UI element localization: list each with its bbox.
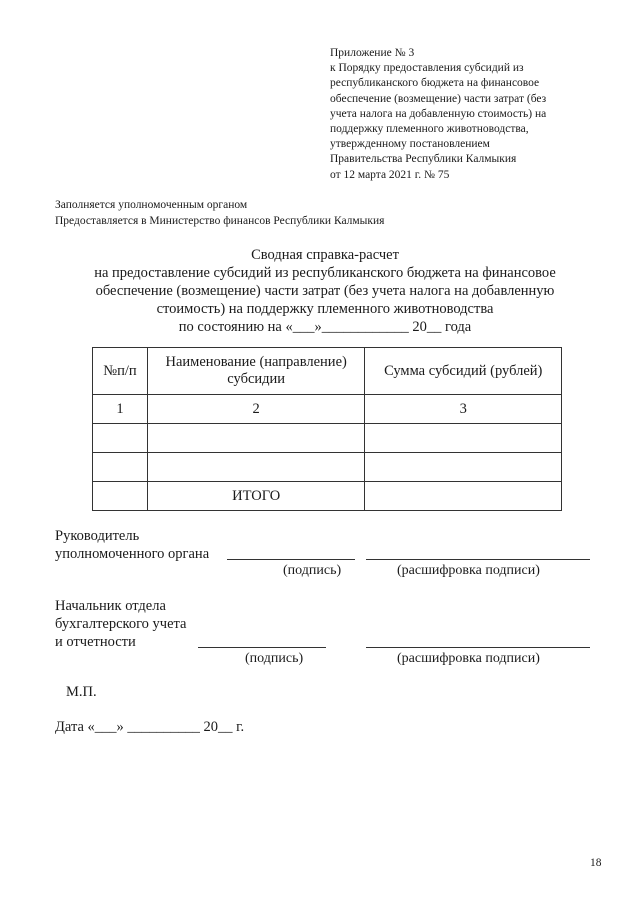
- header-number: №п/п: [93, 348, 148, 395]
- total-label: ИТОГО: [147, 482, 365, 511]
- head-label: [55, 527, 209, 563]
- column-number-row: [93, 395, 562, 424]
- table-row: [93, 424, 562, 453]
- signature-caption: (подпись): [283, 563, 342, 578]
- signature-line: [198, 647, 326, 648]
- title-line: на предоставление субсидий из республиканского бюджета на финансовое: [94, 265, 556, 281]
- header-amount: Сумма субсидий (рублей): [365, 348, 562, 395]
- appendix-line: республиканского бюджета на финансовое: [330, 77, 540, 90]
- appendix-line: поддержку племенного животноводства,: [330, 123, 529, 136]
- appendix-line: от 12 марта 2021 г. № 75: [330, 168, 450, 181]
- signature-line: [227, 559, 355, 560]
- notes-block: [55, 198, 384, 229]
- column-number: 1: [93, 395, 148, 424]
- appendix-line: Приложение № 3: [330, 47, 415, 59]
- title-line: по состоянию на «___»____________ 20__ года: [178, 319, 472, 335]
- date-line: Дата «___» __________ 20__ г.: [55, 719, 245, 735]
- table-cell: [365, 424, 562, 453]
- decoding-caption: (расшифровка подписи): [397, 563, 540, 578]
- head-label-line: уполномоченного органа: [55, 546, 210, 562]
- chief-label-line: бухгалтерского учета: [55, 616, 187, 632]
- decoding-caption: (расшифровка подписи): [397, 651, 540, 666]
- table-row: [93, 453, 562, 482]
- head-label-line: Руководитель: [55, 528, 140, 544]
- total-row: [93, 482, 562, 511]
- title-line: Сводная справка-расчет: [251, 247, 399, 263]
- title-line: стоимость) на поддержку племенного животноводства: [156, 301, 494, 317]
- appendix-line: утвержденному постановлением: [330, 138, 490, 151]
- table-header-row: [93, 348, 562, 395]
- chief-label-line: и отчетности: [55, 634, 136, 650]
- decoding-line: [366, 647, 590, 648]
- table-cell: [93, 424, 148, 453]
- table-cell: [93, 453, 148, 482]
- filled-by-note: Заполняется уполномоченным органом: [55, 199, 248, 211]
- title-line: обеспечение (возмещение) части затрат (без учета налога на добавленную: [95, 283, 555, 299]
- signature-caption: (подпись): [245, 651, 304, 666]
- table-cell: [365, 482, 562, 511]
- appendix-line: обеспечение (возмещение) части затрат (без: [330, 92, 547, 105]
- appendix-block: [330, 46, 630, 183]
- decoding-line: [366, 559, 590, 560]
- table-cell: [93, 482, 148, 511]
- appendix-line: к Порядку предоставления субсидий из: [330, 62, 524, 75]
- appendix-line: Правительства Республики Калмыкия: [330, 153, 517, 166]
- subsidy-table: [92, 347, 562, 511]
- chief-label-line: Начальник отдела: [55, 598, 166, 614]
- table-cell: [365, 453, 562, 482]
- submitted-to-note: Предоставляется в Министерство финансов Республики Калмыкия: [55, 214, 385, 227]
- appendix-line: учета налога на добавленную стоимость) на: [330, 107, 547, 120]
- column-number: 3: [365, 395, 562, 424]
- header-name: Наименование (направление) субсидии: [147, 348, 365, 395]
- table-cell: [147, 424, 365, 453]
- stamp-placeholder: М.П.: [66, 684, 97, 700]
- table-cell: [147, 453, 365, 482]
- chief-label: [55, 597, 186, 651]
- column-number: 2: [147, 395, 365, 424]
- document-title: [60, 246, 590, 336]
- page-number: 18: [590, 857, 602, 869]
